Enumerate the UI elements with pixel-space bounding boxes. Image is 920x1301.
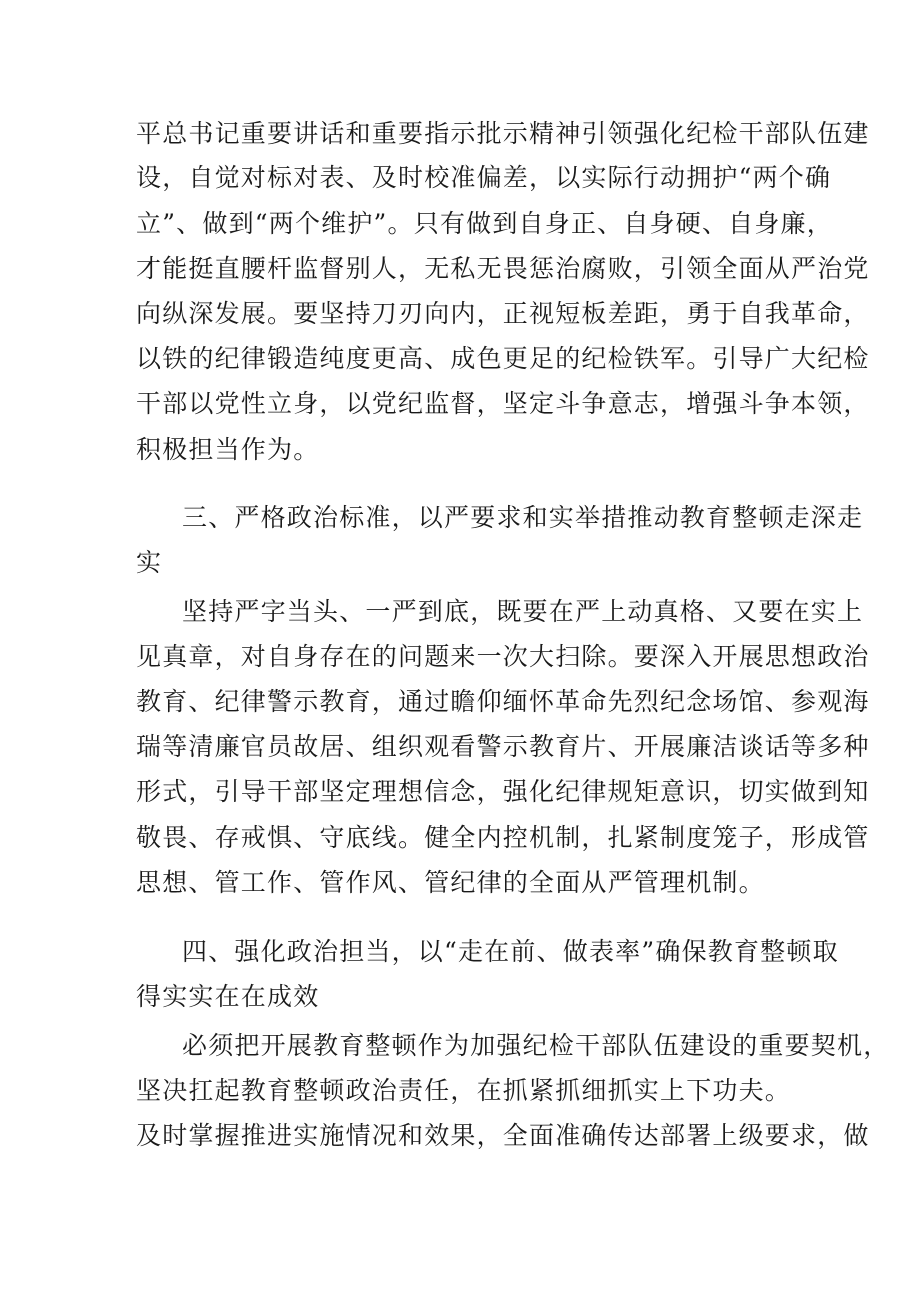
- text-line: 见真章，对自身存在的问题来一次大扫除。要深入开展思想政治: [136, 642, 870, 671]
- text-line: 坚决扛起教育整顿政治责任，在抓紧抓细抓实上下功夫。: [136, 1076, 792, 1105]
- text-line: 才能挺直腰杆监督别人，无私无畏惩治腐败，引领全面从严治党: [136, 254, 870, 283]
- text-line: 坚持严字当头、一严到底，既要在严上动真格、又要在实上: [182, 597, 864, 626]
- text-line: 形式，引导干部坚定理想信念，强化纪律规矩意识，切实做到知: [136, 777, 870, 806]
- text-line: 干部以党性立身，以党纪监督，坚定斗争意志，增强斗争本领，: [136, 389, 870, 418]
- section-heading-4-cont: 得实实在在成效: [136, 982, 320, 1011]
- text-line: 积极担当作为。: [136, 435, 320, 464]
- text-line: 平总书记重要讲话和重要指示批示精神引领强化纪检干部队伍建: [136, 119, 870, 148]
- text-line: 必须把开展教育整顿作为加强纪检干部队伍建设的重要契机，: [182, 1031, 890, 1060]
- section-heading-3: 三、严格政治标准，以严要求和实举措推动教育整顿走深走: [182, 503, 864, 532]
- text-line: 教育、纪律警示教育，通过瞻仰缅怀革命先烈纪念场馆、参观海: [136, 687, 870, 716]
- text-line: 立”、做到“两个维护”。只有做到自身正、自身硬、自身廉，: [136, 209, 833, 238]
- text-line: 思想、管工作、管作风、管纪律的全面从严管理机制。: [136, 868, 765, 897]
- section-heading-3-cont: 实: [136, 548, 163, 577]
- text-line: 及时掌握推进实施情况和效果，全面准确传达部署上级要求，做: [136, 1121, 870, 1150]
- text-line: 敬畏、存戒惧、守底线。健全内控机制，扎紧制度笼子，形成管: [136, 823, 870, 852]
- section-heading-4: 四、强化政治担当，以“走在前、做表率”确保教育整顿取: [182, 937, 839, 966]
- text-line: 以铁的纪律锻造纯度更高、成色更足的纪检铁军。引导广大纪检: [136, 344, 870, 373]
- text-line: 设，自觉对标对表、及时校准偏差，以实际行动拥护“两个确: [136, 163, 832, 192]
- text-line: 瑞等清廉官员故居、组织观看警示教育片、开展廉洁谈话等多种: [136, 732, 870, 761]
- text-line: 向纵深发展。要坚持刀刃向内，正视短板差距，勇于自我革命，: [136, 299, 870, 328]
